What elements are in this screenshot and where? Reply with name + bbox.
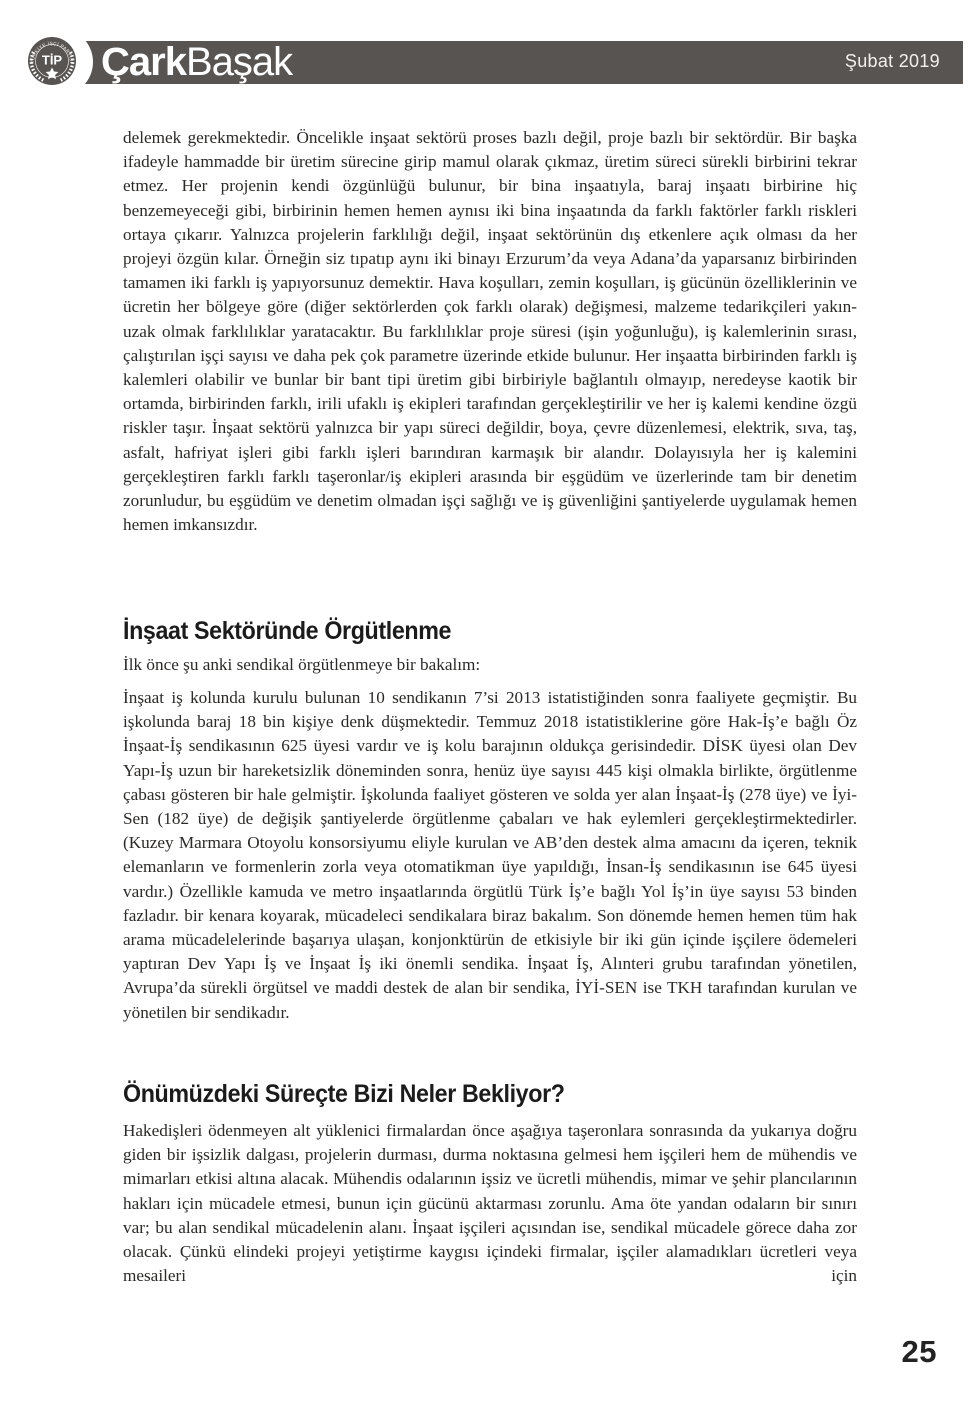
section-heading-organizing: İnşaat Sektöründe Örgütlenme: [123, 617, 452, 645]
section-1-intro: İlk önce şu anki sendikal örgütlenmeye bir bakalım:: [123, 655, 481, 674]
logo-arc-text: TÜRKİYE İŞÇİ PARTİSİ: [29, 40, 75, 64]
magazine-title: [101, 41, 292, 84]
article-paragraph-1: delemek gerekmektedir. Öncelikle inşaat sektörü proses bazlı değil, proje bazlı bir sektördür. Bir başka ifadeyle hammadde bir üretim sürecine girip mamul olarak çıkmaz, üretim süreci sürekli birbirini tekrar etmez. Her projenin kendi özgünlüğü bulunur, bir bina inşaatıyla, baraj inşaatı birbirine hiç benzemeyeceği gibi, birbirinin hemen hemen aynısı iki bina inşaatında da farklı faktörler farklı riskleri ortaya çıkarır. Yalnızca projelerin farklılığı değil, inşaat sektörünün dış etkenlere açık olması da her projeyi özgün kılar. Örneğin siz tıpatıp aynı iki binayı Erzurum’da veya Adana’da yaparsanız birbirinden tamamen iki farklı iş yapıyorsunuz demektir. Hava koşulları, zemin koşulları, iş gücünün özelliklerinin ve ücretin her bölgeye göre (diğer sektörlerden çok farklı olarak) değişmesi, malzeme tedarikçileri yakın-uzak olmak farklılıklar yaratacaktır. Bu farklılıklar proje süresi (işin yoğunluğu), iş kalemlerinin sırası, çalıştırılan işçi sayısı ve daha pek çok parametre üzerinde etkide bulunur. Her inşaatta birbirinden farklı iş kalemleri olabilir ve bunlar bir bant tipi üretim gibi birbiriyle bağlantılı olmayıp, neredeyse kaotik bir ortamda, birbirinden farklı, irili ufaklı iş ekipleri tarafından gerçekleştirilir ve her iş kalemi kendine özgü riskler taşır. İnşaat sektörü yalnızca bir yapı süreci değildir, boya, çevre düzenlemesi, elektrik, sıva, taş, asfalt, hafriyat işleri gibi farklı işleri barındıran karmaşık bir alandır. Dolayısıyla her iş kalemini gerçekleştiren farklı farklı taşeronlar/iş ekipleri arasında bir eşgüdüm ve üzerlerinde tam bir denetim zorunludur, bu eşgüdüm ve denetim olmadan işçi sağlığı ve iş güvenliğini şantiyelerde uygulamak hemen hemen imkansızdır.: [123, 128, 857, 535]
magazine-title-bold: Çark: [101, 40, 186, 84]
section-heading-future: Önümüzdeki Süreçte Bizi Neler Bekliyor?: [123, 1080, 565, 1108]
issue-date: Şubat 2019: [844, 51, 940, 71]
tip-logo-icon: [22, 26, 96, 98]
page-number: 25: [901, 1334, 937, 1369]
logo-center-text: TİP: [41, 52, 63, 68]
magazine-title-light: Başak: [185, 40, 293, 84]
section-1-paragraph: İnşaat iş kolunda kurulu bulunan 10 sendikanın 7’si 2013 istatistiğinden sonra faaliyete geçmiştir. Bu işkolunda baraj 18 bin kişiye denk düşmektedir. Temmuz 2018 istatistiklerine göre Hak-İş’e bağlı Öz İnşaat-İş sendikasının 625 üyesi vardır ve iş kolu barajının oldukça gerisindedir. DİSK üyesi olan Dev Yapı-İş uzun bir hareketsizlik döneminden sonra, henüz üye sayısı 445 kişi olmakla birlikte, örgütlenme çabası gösteren bir hale gelmiştir. İşkolunda faaliyet gösteren ve solda yer alan İnşaat-İş (278 üye) ve İyi-Sen (182 üye) de değişik şantiyelerde örgütlenme çabaları ve hak eylemleri gerçekleştirmektedirler. (Kuzey Marmara Otoyolu konsorsiyumu eliyle kurulan ve AB’den destek alma amacını da içeren, teknik elemanların ve formenlerin zorla veya otomatikman üye yapıldığı, İnsan-İş sendikasının ise 645 üyesi vardır.) Özellikle kamuda ve metro inşaatlarında örgütlü Türk İş’e bağlı Yol İş’in üye sayısı 53 binden fazladır. bir kenara koyarak, mücadeleci sendikalara biraz bakalım. Son dönemde hemen hemen tüm hak arama mücadelelerinde başarıya ulaşan, konjonktürün de etkisiyle bir iki gün içinde işçilere ödemeleri yaptıran Dev Yapı İş ve İnşaat İş iki önemli sendika. İnşaat İş, Alınteri grubu tarafından yönetilen, Avrupa’da sürekli örgütsel ve maddi destek de alan bir sendika, İYİ-SEN ise TKH tarafından kurulan ve yönetilen bir sendikadır.: [123, 688, 857, 1022]
tip-logo: [22, 26, 96, 98]
section-2-paragraph: Hakedişleri ödenmeyen alt yüklenici firmalardan önce aşağıya taşeronlara sonrasında da yukarıya doğru giden bir işsizlik dalgası, projelerin durması, durma noktasına gelmesi hem işçileri hem de mühendis ve mimarları etkisi altına alacak. Mühendis odalarının işsiz ve ücretli mühendis, mimar ve şehir plancılarının hakları için mücadele etmesi, bunun için gücünü aktarması zorunlu. Ama öte yandan odaların bir sınırı var; bu alan sendikal mücadelenin alanı. İnşaat işçileri açısından ise, sendikal mücadele görece daha zor olacak. Çünkü elindeki projeyi yetiştirme kaygısı içindeki firmalar, işçiler alamadıkları ücretleri veya mesaileri için: [123, 1121, 857, 1286]
